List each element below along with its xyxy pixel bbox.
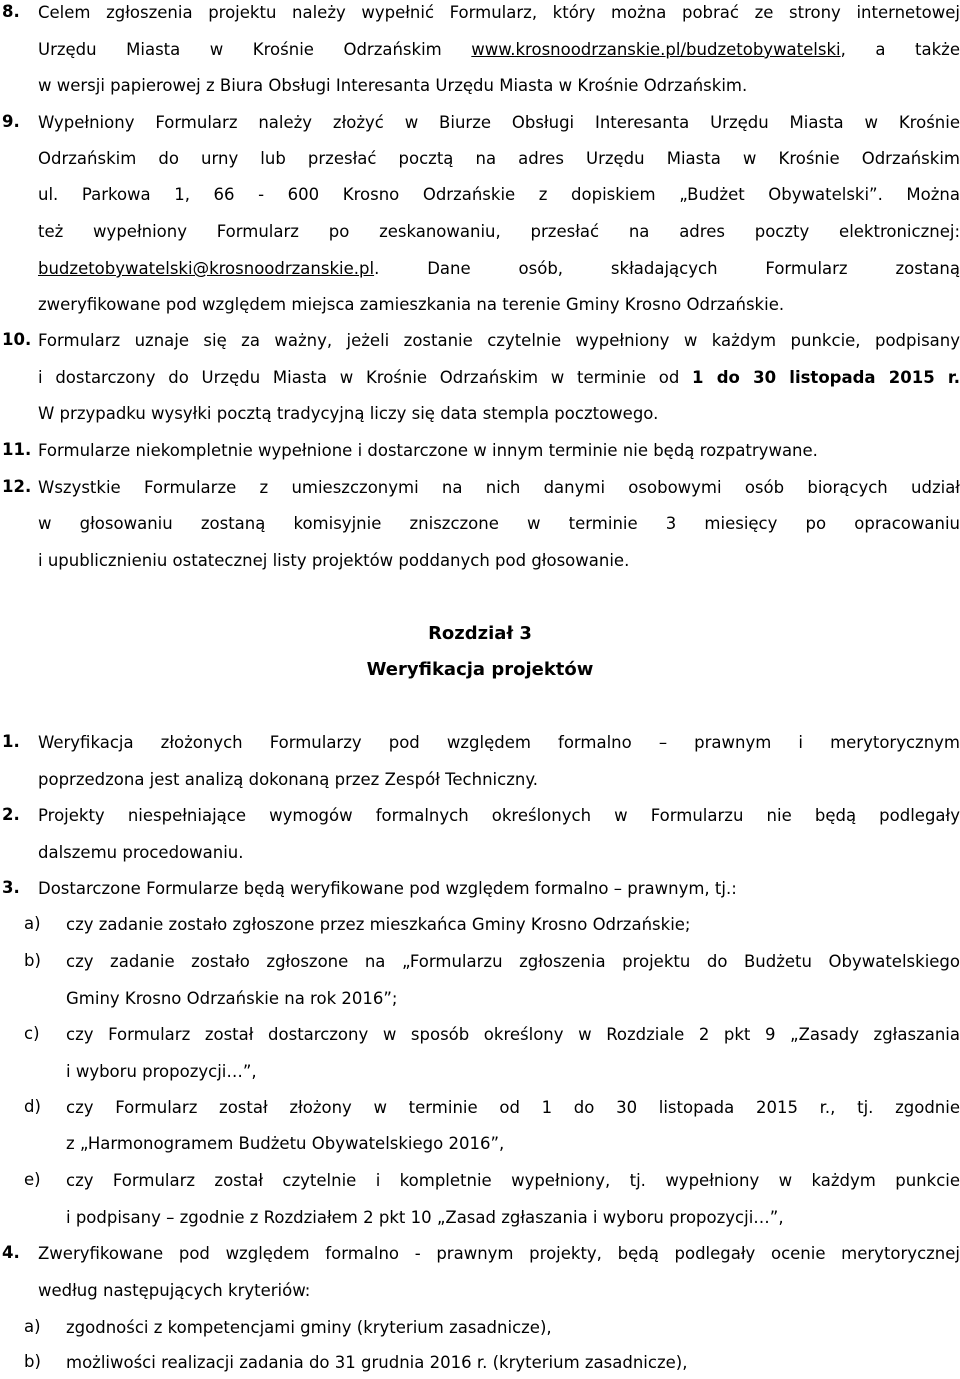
text-span: i dostarczony do Urzędu Miasta w Krośnie Odrzańskim w terminie od — [38, 368, 693, 387]
item-number: 1. — [2, 732, 20, 751]
text-line: ul. Parkowa 1, 66 - 600 Krosno Odrzańskie z dopiskiem „Budżet Obywatelski”. Można — [38, 185, 960, 204]
text-line: Formularze niekompletnie wypełnione i dostarczone w innym terminie nie będą rozpatrywane. — [38, 441, 818, 460]
text-line: W przypadku wysyłki pocztą tradycyjną liczy się data stempla pocztowego. — [38, 404, 659, 423]
text-line: dalszemu procedowaniu. — [38, 843, 244, 862]
text-line: zweryfikowane pod względem miejsca zamieszkania na terenie Gminy Krosno Odrzańskie. — [38, 295, 785, 314]
sub-item-letter: c) — [24, 1024, 40, 1043]
text-line: i wyboru propozycji…”, — [66, 1062, 257, 1081]
text-line: w wersji papierowej z Biura Obsługi Interesanta Urzędu Miasta w Krośnie Odrzańskim. — [38, 76, 748, 95]
text-line: Gminy Krosno Odrzańskie na rok 2016”; — [66, 989, 398, 1008]
text-line: i podpisany – zgodnie z Rozdziałem 2 pkt 10 „Zasad zgłaszania i wyboru propozycji…”, — [66, 1208, 784, 1227]
text-line: też wypełniony Formularz po zeskanowaniu, przesłać na adres poczty elektronicznej: — [38, 222, 960, 241]
text-line: i upublicznieniu ostatecznej listy projektów poddanych pod głosowanie. — [38, 551, 630, 570]
sub-item-letter: b) — [24, 1352, 41, 1371]
text-line: możliwości realizacji zadania do 31 grudnia 2016 r. (kryterium zasadnicze), — [66, 1353, 688, 1372]
text-line — [38, 39, 960, 61]
item-number: 2. — [2, 805, 20, 824]
text-line: Wypełniony Formularz należy złożyć w Biurze Obsługi Interesanta Urzędu Miasta w Krośnie — [38, 113, 960, 132]
text-line — [38, 258, 960, 280]
text-line: czy zadanie zostało zgłoszone na „Formularzu zgłoszenia projektu do Budżetu Obywatelskiego — [66, 952, 960, 971]
text-line: czy Formularz został dostarczony w sposób określony w Rozdziale 2 pkt 9 „Zasady zgłaszania — [66, 1025, 960, 1044]
deadline-bold: 1 do 30 listopada 2015 r. — [692, 368, 960, 387]
text-line: czy Formularz został złożony w terminie od 1 do 30 listopada 2015 r., tj. zgodnie — [66, 1098, 960, 1117]
item-number: 3. — [2, 878, 20, 897]
text-line: poprzedzona jest analizą dokonaną przez Zespół Techniczny. — [38, 770, 538, 789]
sub-item-letter: a) — [24, 914, 41, 933]
text-line: czy zadanie zostało zgłoszone przez mieszkańca Gminy Krosno Odrzańskie; — [66, 915, 691, 934]
text-line: Celem zgłoszenia projektu należy wypełnić Formularz, który można pobrać ze strony internetowej — [38, 3, 960, 22]
chapter-subtitle: Weryfikacja projektów — [366, 659, 594, 680]
budget-website-link[interactable]: www.krosnoodrzanskie.pl/budzetobywatelski — [471, 40, 841, 59]
text-span: . Dane osób, składających Formularz zostaną — [374, 259, 960, 278]
text-line: według następujących kryteriów: — [38, 1281, 311, 1300]
text-line: czy Formularz został czytelnie i kompletnie wypełniony, tj. wypełniony w każdym punkcie — [66, 1171, 960, 1190]
text-line: Zweryfikowane pod względem formalno - prawnym projekty, będą podlegały ocenie merytorycznej — [38, 1244, 960, 1263]
text-line — [38, 367, 960, 389]
text-line: z „Harmonogramem Budżetu Obywatelskiego 2016”, — [66, 1134, 505, 1153]
email-link[interactable]: budzetobywatelski@krosnoodrzanskie.pl — [38, 259, 375, 278]
text-line: Weryfikacja złożonych Formularzy pod względem formalno – prawnym i merytorycznym — [38, 733, 960, 752]
item-number: 11. — [2, 440, 32, 459]
sub-item-letter: d) — [24, 1097, 41, 1116]
text-span: Urzędu Miasta w Krośnie Odrzańskim — [38, 40, 442, 59]
text-line: Wszystkie Formularze z umieszczonymi na nich danymi osobowymi osób biorących udział — [38, 478, 960, 497]
sub-item-letter: e) — [24, 1170, 41, 1189]
text-line: w głosowaniu zostaną komisyjnie zniszczone w terminie 3 miesięcy po opracowaniu — [38, 514, 960, 533]
text-line: Formularz uznaje się za ważny, jeżeli zostanie czytelnie wypełniony w każdym punkcie, podpisany — [38, 331, 960, 350]
item-number: 10. — [2, 330, 32, 349]
sub-item-letter: a) — [24, 1317, 41, 1336]
text-line: zgodności z kompetencjami gminy (kryterium zasadnicze), — [66, 1318, 552, 1337]
item-number: 12. — [2, 477, 32, 496]
item-number: 8. — [2, 2, 20, 21]
text-line: Dostarczone Formularze będą weryfikowane pod względem formalno – prawnym, tj.: — [38, 879, 737, 898]
chapter-title: Rozdział 3 — [428, 623, 532, 644]
text-span: , a także — [840, 40, 960, 59]
item-number: 9. — [2, 112, 20, 131]
sub-item-letter: b) — [24, 951, 41, 970]
text-line: Odrzańskim do urny lub przesłać pocztą na adres Urzędu Miasta w Krośnie Odrzańskim — [38, 149, 960, 168]
item-number: 4. — [2, 1243, 20, 1262]
text-line: Projekty niespełniające wymogów formalnych określonych w Formularzu nie będą podlegały — [38, 806, 960, 825]
